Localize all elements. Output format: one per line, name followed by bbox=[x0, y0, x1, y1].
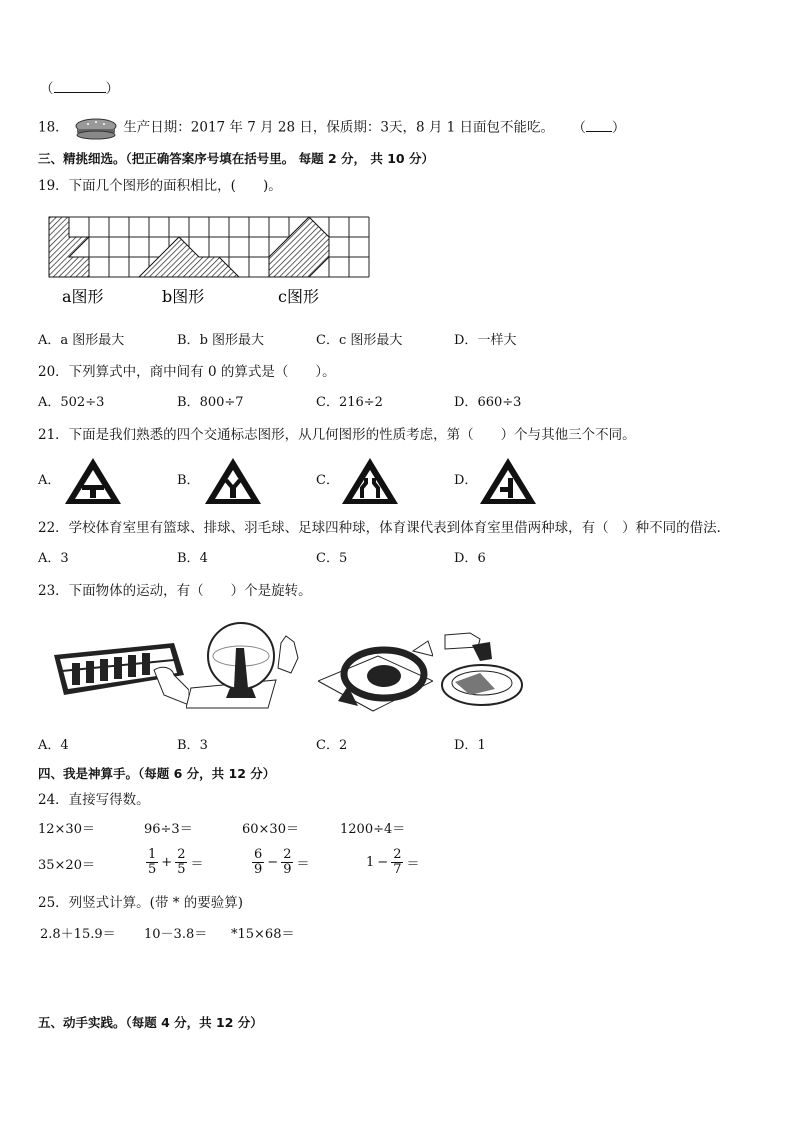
q24-item-6: $\frac{1}{5}$ + $\frac{2}{5}$ ＝ bbox=[148, 847, 204, 877]
section5-title: 五、动手实践。（每题 4 分，共 12 分） bbox=[38, 1015, 263, 1030]
q25-item-1: 2.8＋15.9＝ bbox=[40, 927, 116, 942]
q18-text: 生产日期：2017 年 7 月 28 日，保质期：3天，8 月 1 日面包不能吃。 bbox=[123, 119, 555, 136]
q19-grid-figure bbox=[44, 212, 384, 312]
q24-item-2: 96÷3＝ bbox=[144, 822, 193, 837]
q20-option-d[interactable]: D．660÷3 bbox=[454, 395, 522, 410]
q19-stem: 19．下面几个图形的面积相比，( )。 bbox=[38, 178, 282, 194]
q24-item-5: 35×20＝ bbox=[38, 858, 95, 873]
globe-icon bbox=[186, 618, 306, 713]
q23-option-d[interactable]: D．1 bbox=[454, 738, 486, 753]
road-narrows-sign-icon bbox=[340, 456, 400, 506]
q17-answer-blank: （ ） bbox=[40, 81, 119, 97]
q20-option-a[interactable]: A．502÷3 bbox=[38, 395, 105, 410]
q19-option-c[interactable]: C．c 图形最大 bbox=[316, 333, 403, 348]
q22-option-c[interactable]: C．5 bbox=[316, 551, 348, 566]
figure-c bbox=[269, 217, 329, 277]
section4-title: 四、我是神算手。（每题 6 分，共 12 分） bbox=[38, 766, 276, 781]
q24-stem: 24．直接写得数。 bbox=[38, 792, 150, 808]
q24-item-1: 12×30＝ bbox=[38, 822, 95, 837]
q21-stem: 21．下面是我们熟悉的四个交通标志图形，从几何图形的性质考虑，第（ ）个与其他三个不同。 bbox=[38, 427, 636, 443]
y-junction-sign-icon bbox=[203, 456, 263, 506]
q25-item-2: 10－3.8＝ bbox=[144, 927, 208, 942]
q25-stem: 25．列竖式计算。(带 * 的要验算) bbox=[38, 895, 244, 911]
section3-title: 三、精挑细选。（把正确答案序号填在括号里。 每题 2 分， 共 10 分） bbox=[38, 151, 434, 166]
figure-c-label: c图形 bbox=[278, 287, 319, 306]
bread-icon bbox=[73, 118, 119, 138]
abacus-icon bbox=[44, 635, 189, 710]
q19-option-b[interactable]: B．b 图形最大 bbox=[177, 333, 265, 348]
q22-option-a[interactable]: A．3 bbox=[38, 551, 69, 566]
q21-option-a[interactable]: A． bbox=[38, 473, 61, 488]
q24-item-8: 1 − $\frac{2}{7}$ ＝ bbox=[366, 847, 420, 877]
q20-option-c[interactable]: C．216÷2 bbox=[316, 395, 383, 410]
q21-option-b[interactable]: B． bbox=[177, 473, 200, 488]
q19-option-a[interactable]: A．a 图形最大 bbox=[38, 333, 125, 348]
q20-stem: 20．下列算式中，商中间有 0 的算式是（ ）。 bbox=[38, 364, 336, 380]
q24-item-4: 1200÷4＝ bbox=[340, 822, 406, 837]
figure-a bbox=[49, 217, 89, 277]
steering-wheel-icon bbox=[318, 626, 433, 716]
q19-option-d[interactable]: D．一样大 bbox=[454, 333, 517, 348]
q23-stem: 23．下面物体的运动，有（ ）个是旋转。 bbox=[38, 583, 312, 599]
faucet-icon bbox=[440, 627, 525, 712]
q23-option-c[interactable]: C．2 bbox=[316, 738, 348, 753]
q21-option-c[interactable]: C． bbox=[316, 473, 339, 488]
figure-b-label: b图形 bbox=[162, 287, 205, 306]
q22-stem: 22．学校体育室里有篮球、排球、羽毛球、足球四种球，体育课代表到体育室里借两种球，有（ ）种不同的借法． bbox=[38, 520, 731, 536]
q18-answer-blank: （ ） bbox=[572, 119, 626, 136]
q24-item-3: 60×30＝ bbox=[242, 822, 299, 837]
t-junction-sign-icon bbox=[63, 456, 123, 506]
q24-item-7: $\frac{6}{9}$ − $\frac{2}{9}$ ＝ bbox=[254, 847, 310, 877]
q23-option-b[interactable]: B．3 bbox=[177, 738, 208, 753]
q20-option-b[interactable]: B．800÷7 bbox=[177, 395, 244, 410]
figure-a-label: a图形 bbox=[62, 287, 104, 306]
q18-line bbox=[38, 118, 625, 138]
q18-number: 18． bbox=[38, 119, 69, 136]
q23-option-a[interactable]: A．4 bbox=[38, 738, 69, 753]
side-road-sign-icon bbox=[478, 456, 538, 506]
q25-item-3: *15×68＝ bbox=[231, 927, 295, 942]
q22-option-d[interactable]: D．6 bbox=[454, 551, 486, 566]
q21-option-d[interactable]: D． bbox=[454, 473, 478, 488]
q22-option-b[interactable]: B．4 bbox=[177, 551, 208, 566]
